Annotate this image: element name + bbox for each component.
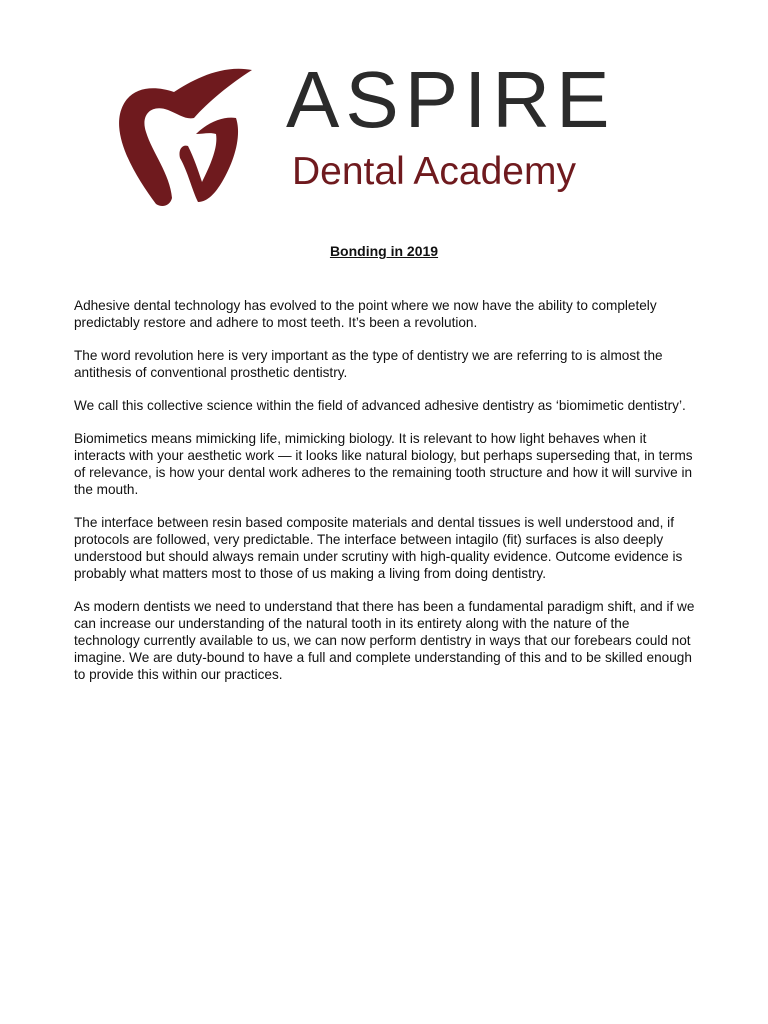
paragraph: The interface between resin based composite materials and dental tissues is well understood and, if protocols are followed, very predictable. The interface between intagilo (fit) surfaces is also deeply understood but should always remain under scrutiny with high-quality evidence. Outcome evidence is probably what matters most to those of us making a living from doing dentistry.: [74, 515, 683, 581]
document-body: [74, 297, 696, 699]
document-title: Bonding in 2019: [329, 243, 439, 259]
paragraph: Biomimetics means mimicking life, mimicking biology. It is relevant to how light behaves when it interacts with your aesthetic work — it looks like natural biology, but perhaps superseding that, in terms of relevance, is how your dental work adheres to the remaining tooth structure and how it will survive in the mouth.: [74, 431, 693, 497]
paragraph: We call this collective science within the field of advanced adhesive dentistry as ‘biomimetic dentistry’.: [74, 398, 686, 413]
brand-name: ASPIRE: [286, 55, 616, 144]
paragraph: The word revolution here is very important as the type of dentistry we are referring to is almost the antithesis of conventional prosthetic dentistry.: [74, 348, 663, 380]
paragraph: As modern dentists we need to understand that there has been a fundamental paradigm shift, and if we can increase our understanding of the natural tooth in its entirety along with the nature of the technology currently available to us, we can now perform dentistry in ways that our forebears could not imagine. We are duty-bound to have a full and complete understanding of this and to be skilled enough to provide this within our practices.: [74, 599, 695, 682]
brand-subtitle: Dental Academy: [292, 150, 576, 193]
paragraph: Adhesive dental technology has evolved to the point where we now have the ability to completely predictably restore and adhere to most teeth. It’s been a revolution.: [74, 298, 657, 330]
brand-header: [0, 0, 768, 230]
tooth-logo-icon: [112, 62, 262, 212]
